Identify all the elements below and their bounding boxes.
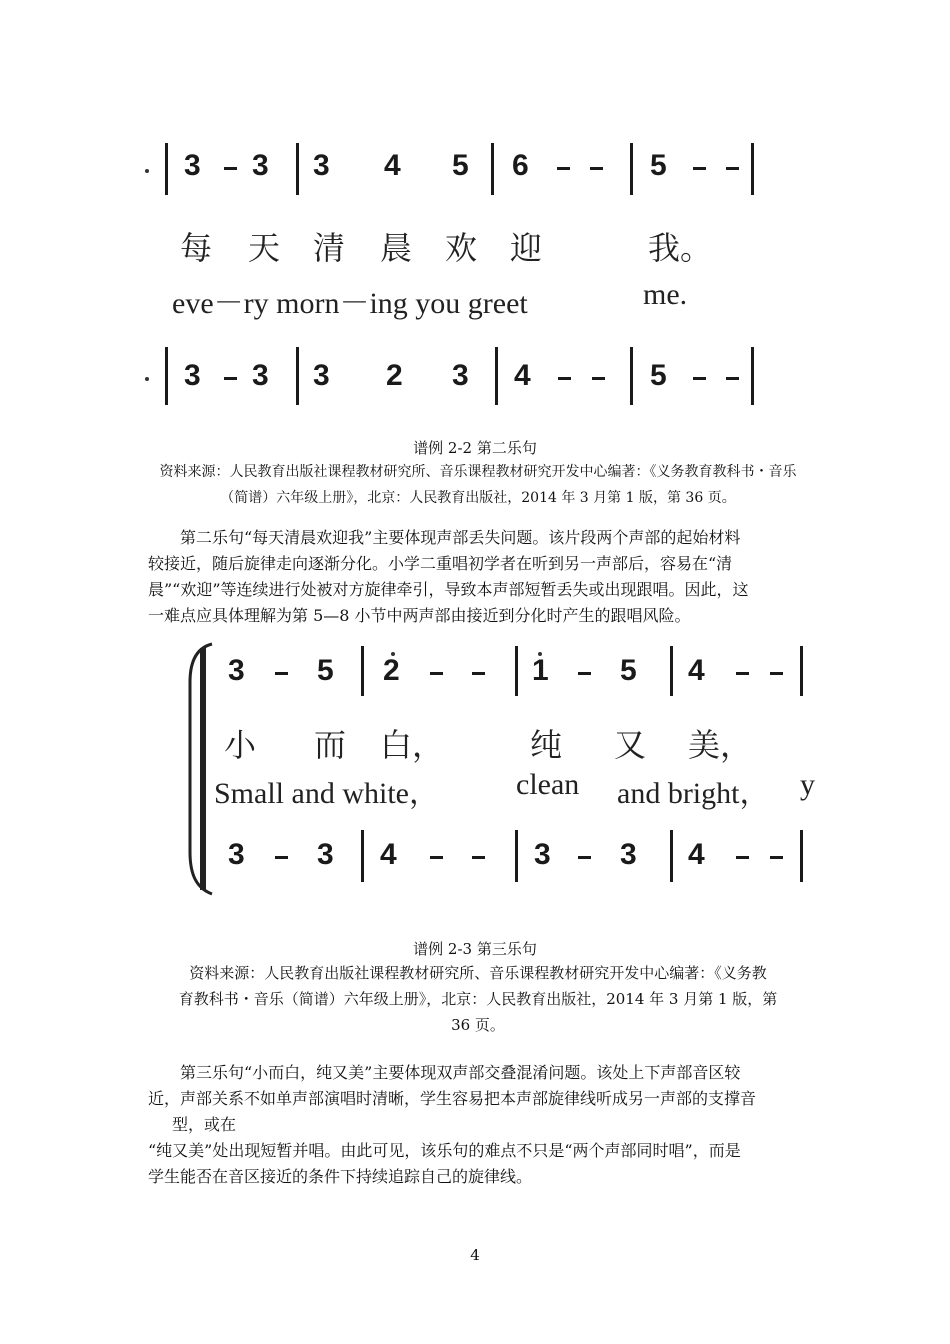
paragraph-line: 型，或在 [172, 1115, 237, 1134]
note: 3 [228, 654, 245, 687]
figure-caption: 谱例 2-3 第三乐句 [413, 940, 537, 958]
dash [693, 167, 706, 170]
paragraph-line: 一难点应具体理解为第 5—8 小节中两声部由接近到分化时产生的跟唱风险。 [148, 606, 691, 625]
paragraph-line: 学生能否在音区接近的条件下持续追踪自己的旋律线。 [148, 1167, 533, 1186]
leading-dot [145, 169, 149, 173]
dash [736, 856, 749, 859]
note: 3 [313, 359, 330, 392]
dash [592, 377, 605, 380]
dash [224, 167, 237, 170]
page-number: 4 [470, 1246, 480, 1264]
lyric-cn: 美， [688, 726, 753, 764]
figure-source [148, 459, 808, 511]
lyric-en: y [800, 768, 815, 801]
note: 4 [688, 654, 705, 687]
dash [578, 672, 591, 675]
paragraph-line: 第二乐句“每天清晨欢迎我”主要体现声部丢失问题。该片段两个声部的起始材料 [148, 528, 741, 547]
dash [578, 856, 591, 859]
leading-dot [145, 377, 149, 381]
barline [751, 347, 754, 405]
brace-icon [182, 642, 218, 898]
dash [557, 167, 570, 170]
barline [515, 830, 518, 882]
barline [165, 143, 168, 195]
barline [800, 830, 803, 882]
source-line: 育教科书・音乐（简谱）六年级上册》，北京：人民教育出版社，2014 年 3 月第 1 版，第 [178, 990, 778, 1008]
note: 4 [688, 838, 705, 871]
dash [224, 377, 237, 380]
lyric-en: Small and white， [214, 777, 439, 810]
barline [670, 830, 673, 882]
lyric-en: eve－ry morn－ing you greet [172, 287, 528, 320]
paragraph-line: “纯又美”处出现短暂并唱。由此可见，该乐句的难点不只是“两个声部同时唱”，而是 [148, 1141, 741, 1160]
lyric-cn: 白， [380, 726, 445, 764]
score-example-2-2 [140, 125, 780, 415]
note: 4 [384, 149, 401, 182]
note: 5 [620, 654, 637, 687]
note: 5 [317, 654, 334, 687]
dash [726, 167, 739, 170]
dash [275, 856, 288, 859]
note: 2 [386, 359, 403, 392]
body-paragraph [148, 525, 808, 629]
barline [491, 143, 494, 195]
lyric-cn: 又 [614, 726, 647, 764]
note: 5 [650, 149, 667, 182]
note: 3 [228, 838, 245, 871]
note: 5 [650, 359, 667, 392]
lyric-cn: 清 [313, 229, 346, 267]
dash [430, 856, 443, 859]
dash [472, 672, 485, 675]
barline [361, 646, 364, 696]
dash [736, 672, 749, 675]
lyric-cn: 每 [180, 229, 213, 267]
lyric-cn: 晨 [380, 229, 413, 267]
lyric-cn: 迎 [510, 229, 543, 267]
barline [751, 143, 754, 195]
paragraph-line: 晨”“欢迎”等连续进行处被对方旋律牵引，导致本声部短暂丢失或出现跟唱。因此，这 [148, 580, 749, 599]
dash [275, 672, 288, 675]
barline [296, 143, 299, 195]
note: 3 [313, 149, 330, 182]
note: 6 [512, 149, 529, 182]
lyric-cn: 我。 [648, 229, 713, 267]
lyric-cn: 而 [314, 726, 347, 764]
lyric-en: clean [516, 768, 580, 801]
body-paragraph [148, 1060, 808, 1190]
source-line: 资料来源：人民教育出版社课程教材研究所、音乐课程教材研究开发中心编著：《义务教育教科书・音乐 [159, 464, 797, 480]
barline [495, 347, 498, 405]
dash [726, 377, 739, 380]
figure-source [148, 960, 808, 1038]
barline [670, 646, 673, 696]
note: 3 [317, 838, 334, 871]
dash [430, 672, 443, 675]
source-line: 资料来源：人民教育出版社课程教材研究所、音乐课程教材研究开发中心编著：《义务教 [189, 964, 767, 982]
barline [296, 347, 299, 405]
note: 2 [383, 654, 400, 687]
lyric-cn: 欢 [445, 229, 478, 267]
dash [770, 672, 783, 675]
dash [693, 377, 706, 380]
note: 4 [514, 359, 531, 392]
paragraph-line: 较接近，随后旋律走向逐渐分化。小学二重唱初学者在听到另一声部后，容易在“清 [148, 554, 733, 573]
barline [361, 830, 364, 882]
barline [630, 143, 633, 195]
note: 4 [380, 838, 397, 871]
dash [472, 856, 485, 859]
note: 3 [184, 149, 201, 182]
lyric-cn: 小 [224, 726, 257, 764]
dash [590, 167, 603, 170]
score-example-2-3 [180, 640, 815, 900]
source-line: 36 页。 [451, 1016, 505, 1034]
lyric-cn: 天 [248, 229, 281, 267]
paragraph-line: 第三乐句“小而白，纯又美”主要体现双声部交叠混淆问题。该处上下声部音区较 [148, 1063, 741, 1082]
note: 3 [452, 359, 469, 392]
barline [165, 347, 168, 405]
figure-caption: 谱例 2-2 第二乐句 [413, 439, 537, 457]
lyric-cn: 纯 [530, 726, 563, 764]
note: 3 [620, 838, 637, 871]
barline [630, 347, 633, 405]
note: 3 [184, 359, 201, 392]
lyric-en: me. [643, 278, 688, 311]
note: 3 [252, 359, 269, 392]
note: 5 [452, 149, 469, 182]
note: 3 [534, 838, 551, 871]
barline [515, 646, 518, 696]
lyric-en: and bright， [617, 777, 770, 810]
paragraph-line: 近，声部关系不如单声部演唱时清晰，学生容易把本声部旋律线听成另一声部的支撑音 [148, 1089, 757, 1108]
dash [770, 856, 783, 859]
barline [800, 646, 803, 696]
note: 3 [252, 149, 269, 182]
note: 1 [532, 654, 549, 687]
source-line: （简谱）六年级上册》，北京：人民教育出版社，2014 年 3 月第 1 版，第 36 页。 [220, 490, 736, 506]
dash [558, 377, 571, 380]
